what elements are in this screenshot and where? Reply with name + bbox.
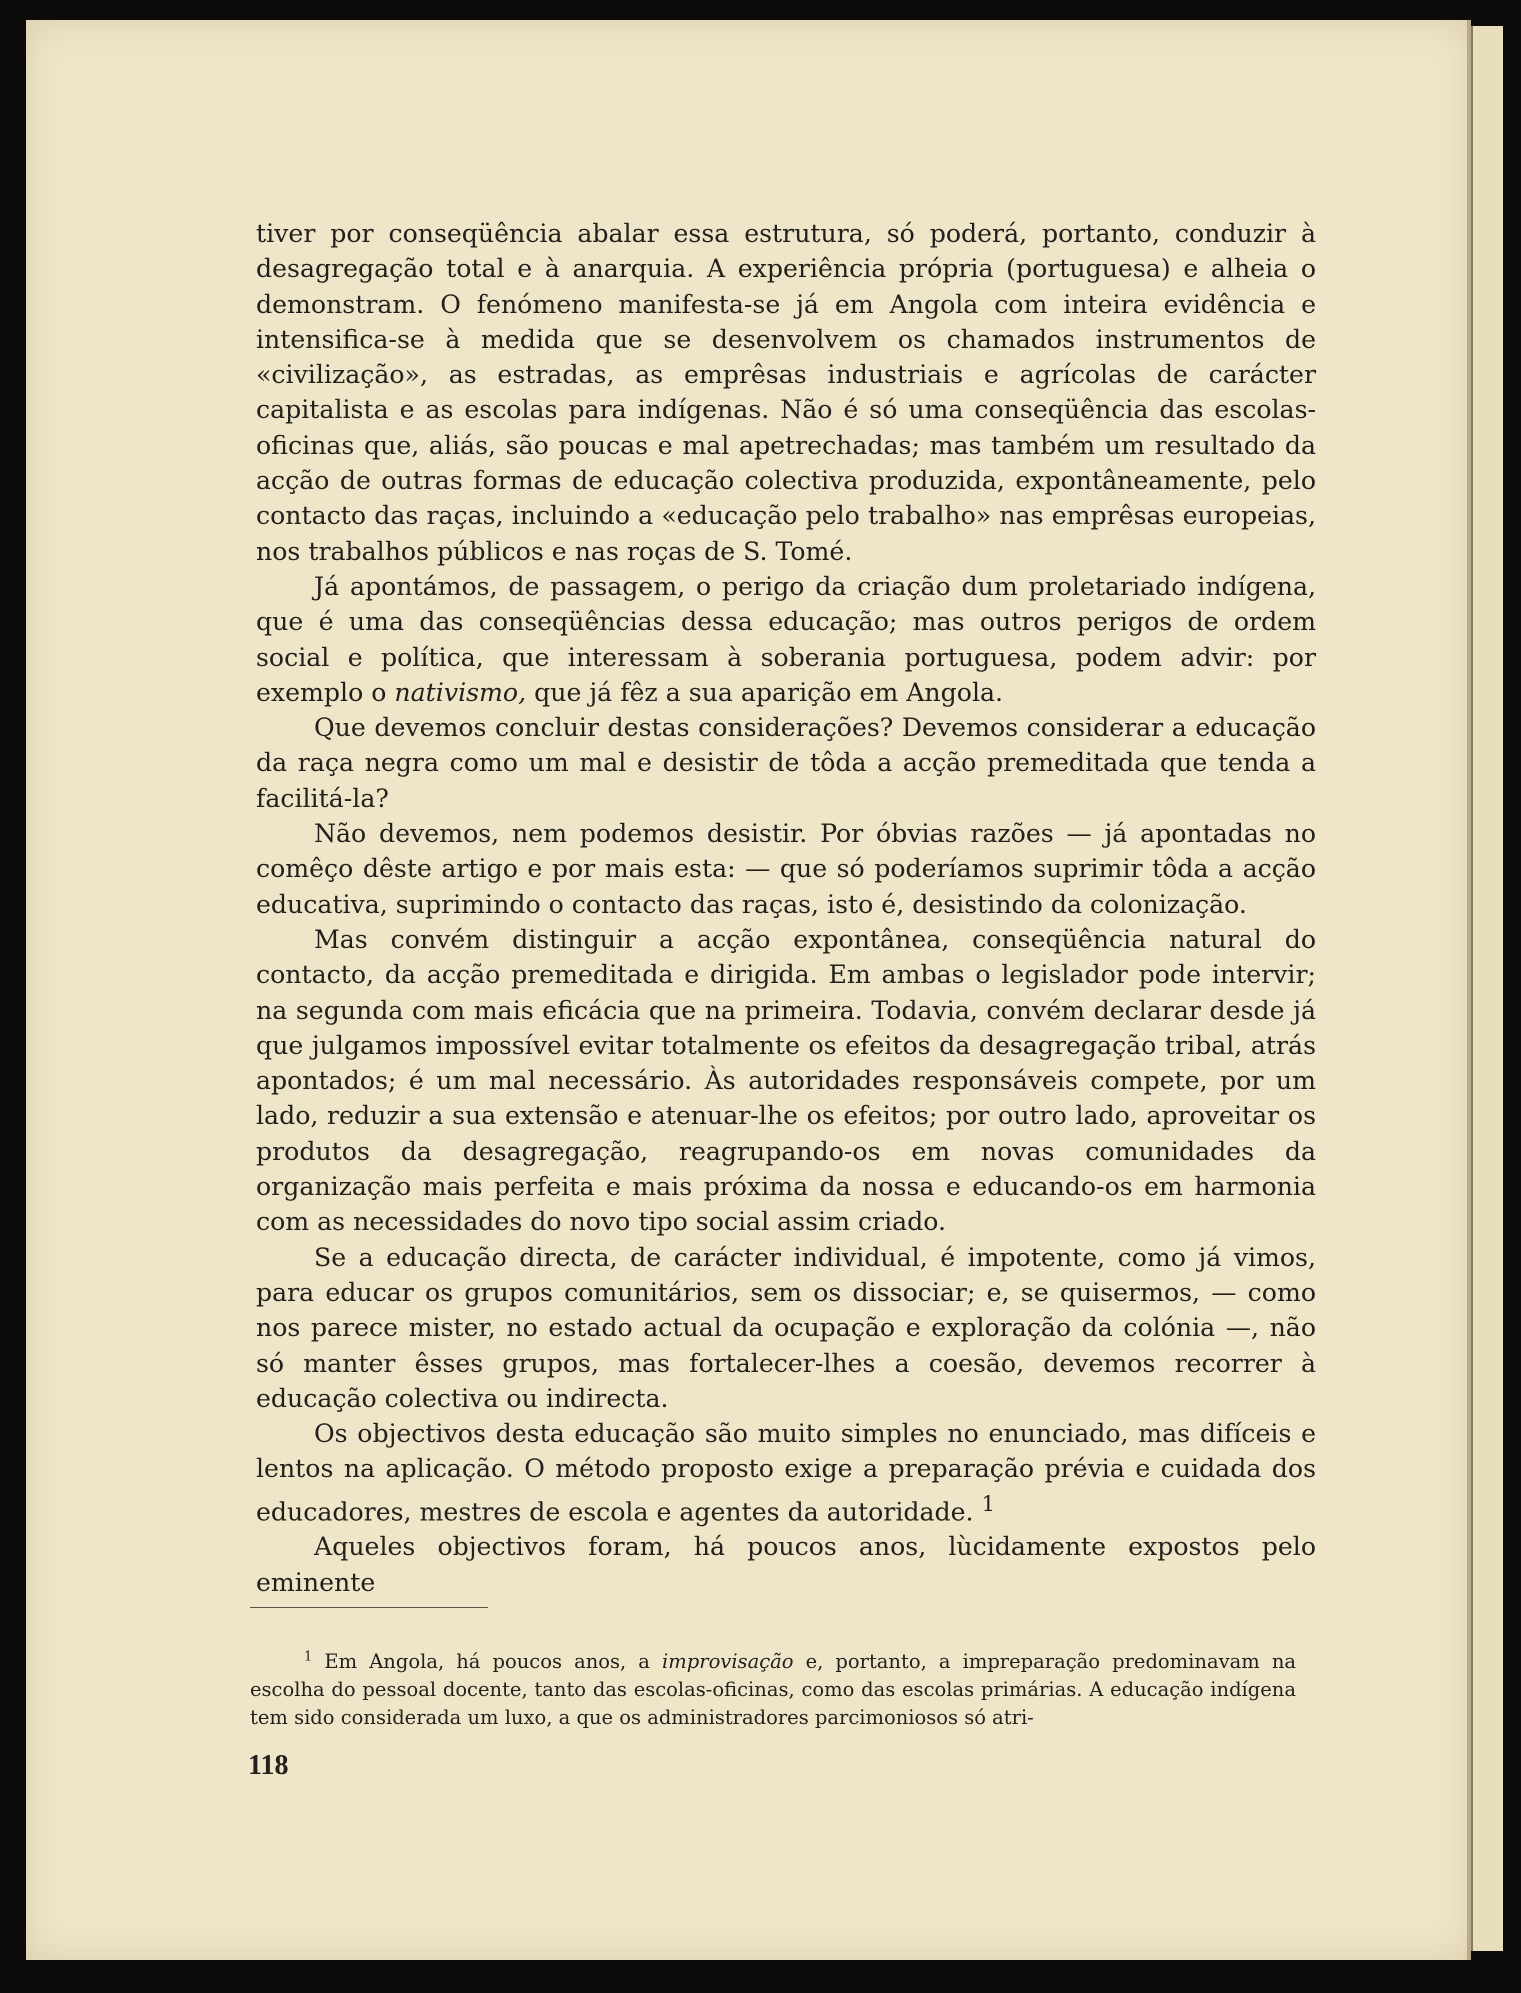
paragraph-2	[256, 569, 1316, 710]
paragraph-2-text: Já apontámos, de passagem, o perigo da criação dum proletariado indígena, que é uma das conseqüências dessa educação; mas outros perigos de ordem social e política, que interessam à soberania portuguesa, podem advir: por exemplo o	[256, 571, 1316, 707]
paragraph-3: Que devemos concluir destas considerações? Devemos considerar a educação da raça negra como um mal e desistir de tôda a acção premeditada que tenda a facilitá-la?	[256, 713, 1316, 813]
paragraph-4: Não devemos, nem podemos desistir. Por óbvias razões — já apontadas no comêço dêste artigo e por mais esta: — que só poderíamos suprimir tôda a acção educativa, suprimindo o contacto das raças, isto é, desistindo da colonização.	[256, 819, 1316, 919]
footnote-marker: 1	[304, 1649, 313, 1665]
footnote-divider	[250, 1607, 488, 1608]
book-page	[26, 20, 1471, 1960]
body-text	[256, 216, 1316, 1600]
paragraph-2-emphasis: nativismo,	[394, 677, 527, 707]
page-number: 118	[248, 1750, 289, 1781]
paragraph-5: Mas convém distinguir a acção expontânea, conseqüência natural do contacto, da acção premeditada e dirigida. Em ambas o legislador pode intervir; na segunda com mais eficácia que na primeira. Todavia, convém declarar desde já que julgamos impossível evitar totalmente os efeitos da desagregação tribal, atrás apontados; é um mal necessário. Às autoridades responsáveis compete, por um lado, reduzir a sua extensão e atenuar-lhe os efeitos; por outro lado, aproveitar os produtos da desagregação, reagrupando-os em novas comunidades da organização mais perfeita e mais próxima da nossa e educando-os em harmonia com as necessidades do novo tipo social assim criado.	[256, 924, 1316, 1237]
paragraph-6: Se a educação directa, de carácter individual, é impotente, como já vimos, para educar os grupos comunitários, sem os dissociar; e, se quisermos, — como nos parece mister, no estado actual da ocupação e exploração da colónia —, não só manter êsses grupos, mas fortalecer-lhes a coesão, devemos recorrer à educação colectiva ou indirecta.	[256, 1242, 1316, 1413]
paragraph-2-text-end: que já fêz a sua aparição em Angola.	[526, 677, 1004, 707]
paragraph-7-text: Os objectivos desta educação são muito simples no enunciado, mas difíceis e lentos na aplicação. O método proposto exige a preparação prévia e cuidada dos educadores, mestres de escola e agentes da autoridade.	[256, 1419, 1316, 1527]
paragraph-7	[256, 1416, 1316, 1529]
footnote-reference[interactable]: 1	[981, 1491, 995, 1516]
footnote-text-end: e, portanto, a impreparação predominavam na escolha do pessoal docente, tanto das escolas-oficinas, como das escolas primárias. A educação indígena tem sido considerada um luxo, a que os administradores parcimoniosos só atri-	[250, 1650, 1296, 1729]
footnote-text: Em Angola, há poucos anos, a	[324, 1650, 663, 1673]
paragraph-8: Aqueles objectivos foram, há poucos anos, lùcidamente expostos pelo eminente	[256, 1532, 1316, 1597]
footnote-emphasis: improvisação	[662, 1650, 794, 1673]
paragraph-1: tiver por conseqüência abalar essa estrutura, só poderá, portanto, conduzir à desagregação total e à anarquia. A experiência própria (portuguesa) e alheia o demonstram. O fenómeno manifesta-se já em Angola com inteira evidência e intensifica-se à medida que se desenvolvem os chamados instrumentos de «civilização», as estradas, as emprêsas industriais e agrícolas de carácter capitalista e as escolas para indígenas. Não é só uma conseqüência das escolas-oficinas que, aliás, são poucas e mal apetrechadas; mas também um resultado da acção de outras formas de educação colectiva produzida, expontâneamente, pelo contacto das raças, incluindo a «educação pelo trabalho» nas emprêsas europeias, nos trabalhos públicos e nas roças de S. Tomé.	[256, 219, 1316, 566]
footnote	[250, 1648, 1296, 1732]
adjacent-page-edge	[1471, 26, 1503, 1951]
